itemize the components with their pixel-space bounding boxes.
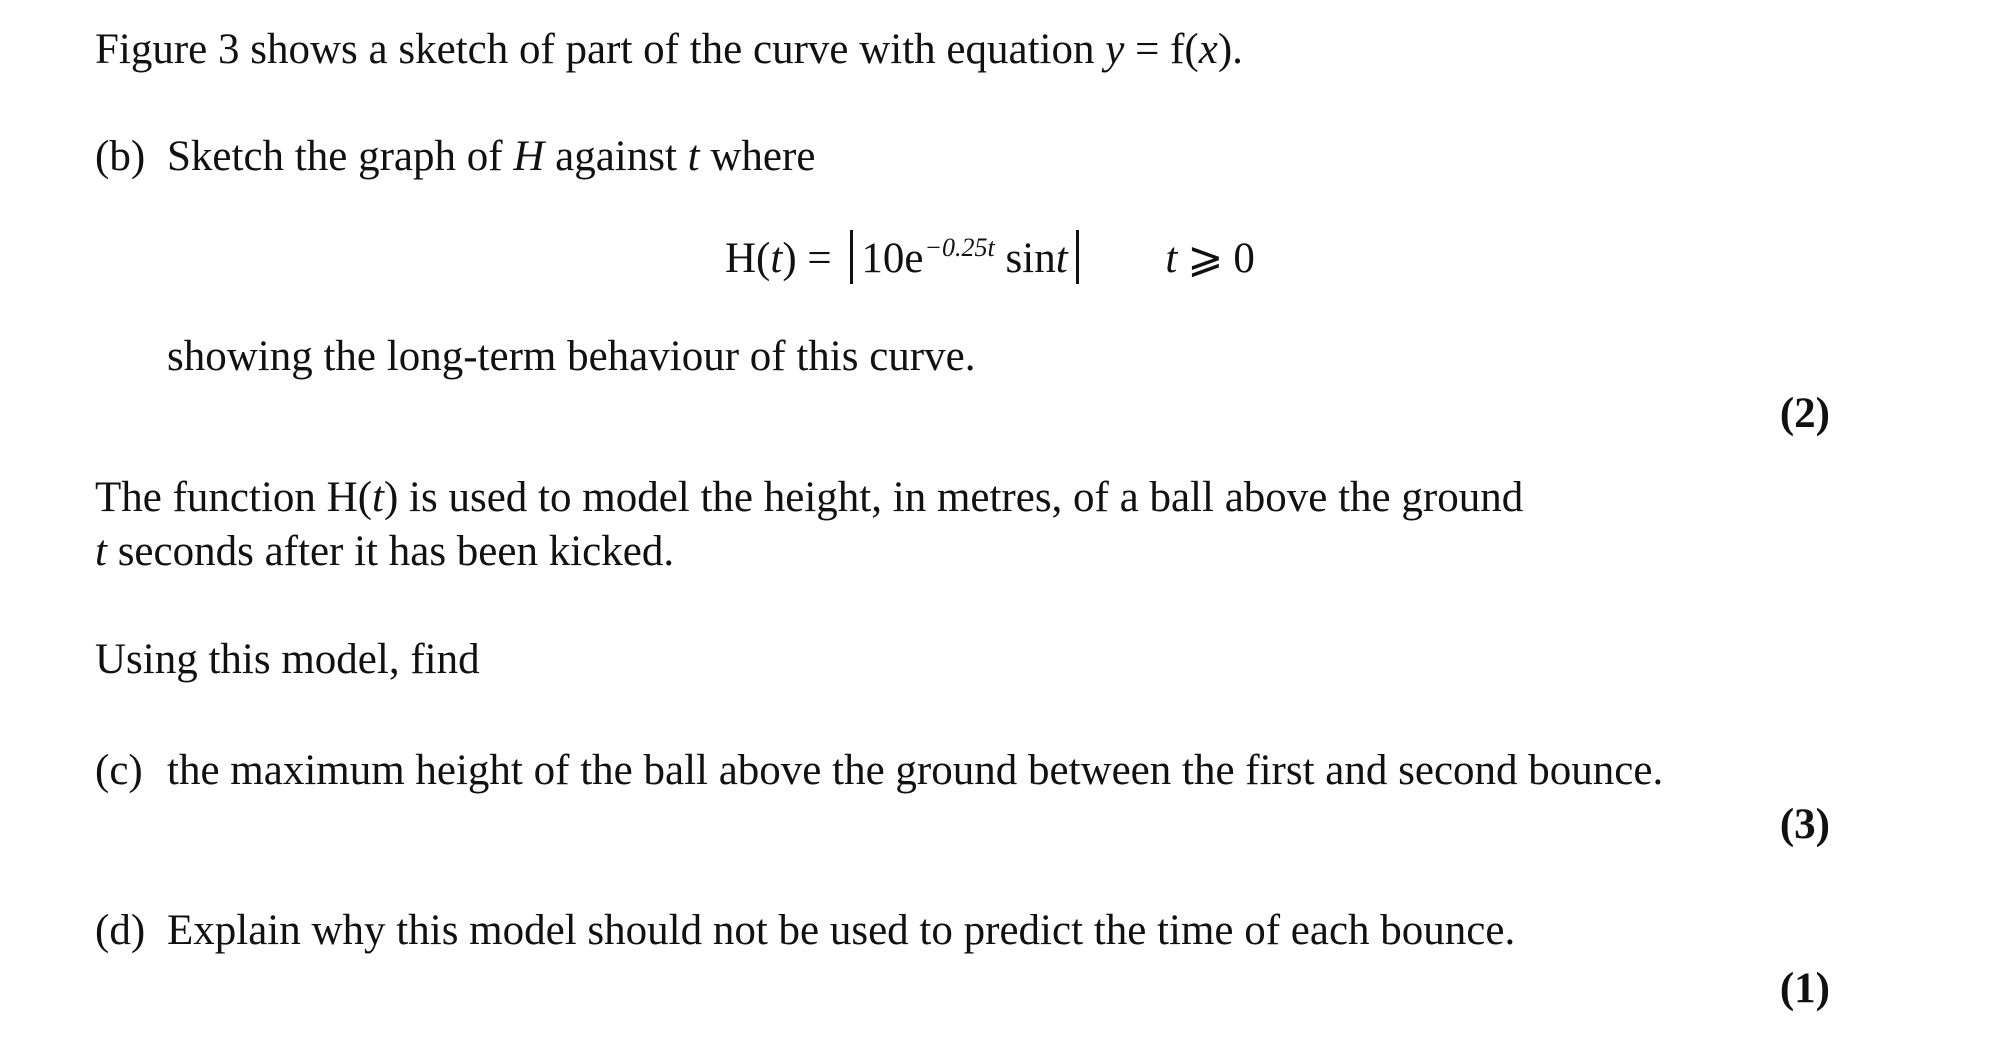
condition-value: 0 (1233, 235, 1255, 282)
formula-H-of-t (725, 218, 1255, 289)
abs-bar-left (850, 230, 853, 284)
formula-lhs-t: t (770, 235, 783, 282)
intro-var-x: x (1198, 26, 1218, 73)
part-c-marks: (3) (1779, 801, 1830, 848)
intro-var-y: y (1105, 26, 1125, 73)
part-b-text-2: against (544, 133, 688, 180)
formula-sin: sin (1005, 235, 1056, 282)
model-line-2-b: seconds after it has been kicked. (106, 528, 675, 575)
part-b-prompt (95, 131, 815, 183)
part-b-label: (b) (95, 133, 146, 180)
model-line-2 (95, 526, 674, 578)
part-b-var-H: H (513, 133, 545, 180)
part-b-marks: (2) (1779, 390, 1830, 437)
intro-equals: = f( (1124, 26, 1199, 73)
intro-text: Figure 3 shows a sketch of part of the curve with equation (95, 26, 1106, 73)
part-b-var-t: t (687, 133, 700, 180)
intro-end: ). (1217, 26, 1243, 73)
part-c-text: the maximum height of the ball above the ground between the first and second bounce. (167, 747, 1664, 794)
model-line-1-t: t (372, 474, 384, 521)
part-d-label: (d) (95, 907, 146, 954)
formula-sin-t: t (1055, 235, 1068, 282)
part-d-text: Explain why this model should not be used to predict the time of each bounce. (167, 907, 1516, 954)
intro-line (95, 24, 1243, 76)
formula-condition (1165, 229, 1254, 289)
part-c-label: (c) (95, 747, 143, 794)
model-line-2-t: t (95, 528, 107, 575)
part-c-prompt (95, 745, 1663, 797)
model-using-text: Using this model, find (95, 636, 480, 683)
part-d-marks: (1) (1779, 965, 1830, 1012)
formula-lhs-close: ) = (782, 235, 832, 282)
formula-coef: 10e (861, 235, 924, 282)
model-line-1-a: The function H( (95, 474, 373, 521)
condition-geq-symbol: ⩾ (1187, 235, 1224, 282)
model-line-1-b: ) is used to model the height, in metres, of a ball above the ground (383, 474, 1524, 521)
part-b-text-3: where (699, 133, 816, 180)
formula-exponent: −0.25t (924, 233, 995, 262)
formula-lhs-H: H( (725, 235, 771, 282)
part-b-text-1: Sketch the graph of (167, 133, 514, 180)
condition-t: t (1165, 235, 1178, 282)
abs-bar-right (1076, 230, 1079, 284)
part-d-prompt (95, 905, 1515, 957)
part-b-longterm-text: showing the long-term behaviour of this curve. (167, 333, 976, 380)
model-line-1 (95, 472, 1523, 524)
